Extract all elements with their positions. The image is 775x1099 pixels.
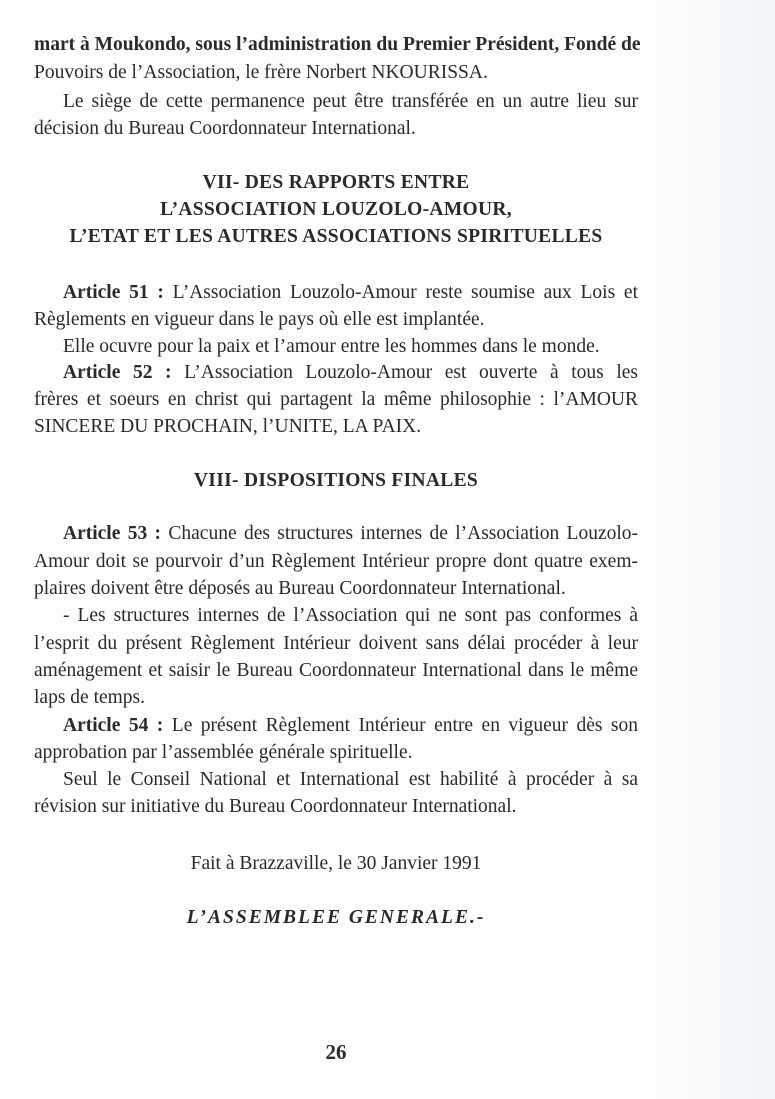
article52-line-2: frères et soeurs en christ qui partagent la même philosophie : l’AMOUR <box>34 389 638 410</box>
section7-title-line-3: L’ETAT ET LES AUTRES ASSOCIATIONS SPIRITUELLES <box>69 226 603 247</box>
article53-line-6: aménagement et saisir le Bureau Coordonnateur International dans le même <box>34 660 638 681</box>
article51-label: Article 51 : <box>63 282 164 303</box>
section8-title: VIII- DISPOSITIONS FINALES <box>193 470 479 491</box>
article54-line-2: approbation par l’assemblée générale spirituelle. <box>34 742 413 763</box>
article52-text-1: L’Association Louzolo-Amour est ouverte à tous les <box>184 362 639 383</box>
page-number: 26 <box>325 1040 347 1064</box>
signature: L’ASSEMBLEE GENERALE.- <box>186 907 486 928</box>
article53-label: Article 53 : <box>63 523 162 544</box>
article51-line-3: Elle ocuvre pour la paix et l’amour entre les hommes dans le monde. <box>63 336 600 357</box>
article51-text-1: L’Association Louzolo-Amour reste soumise aux Lois et <box>172 282 638 303</box>
scan-edge-tint <box>655 0 775 1099</box>
article52-line-1 <box>63 361 638 385</box>
place-date: Fait à Brazzaville, le 30 Janvier 1991 <box>190 853 482 874</box>
article53-text-1: Chacune des structures internes de l’Association Louzolo- <box>168 523 639 544</box>
article52-line-3: SINCERE DU PROCHAIN, l’UNITE, LA PAIX. <box>34 416 422 437</box>
section7-title-line-1: VII- DES RAPPORTS ENTRE <box>202 172 470 193</box>
intro-line-2: Pouvoirs de l’Association, le frère Norbert NKOURISSA. <box>34 62 488 83</box>
article51-line-1 <box>63 281 638 305</box>
article53-line-2: Amour doit se pourvoir d’un Règlement Intérieur propre dont quatre exem- <box>34 551 638 572</box>
article53-line-5: l’esprit du présent Règlement Intérieur doivent sans délai procéder à leur <box>34 633 638 654</box>
intro-line-3: Le siège de cette permanence peut être transférée en un autre lieu sur <box>63 91 638 112</box>
article54-line-4: révision sur initiative du Bureau Coordonnateur International. <box>34 796 517 817</box>
article54-label: Article 54 : <box>63 715 164 736</box>
section7-title-line-2: L’ASSOCIATION LOUZOLO-AMOUR, <box>160 199 512 220</box>
article53-line-7: laps de temps. <box>34 687 146 708</box>
article54-text-1: Le présent Règlement Intérieur entre en vigueur dès son <box>171 715 638 736</box>
intro-line-1: mart à Moukondo, sous l’administration du Premier Président, Fondé de <box>34 34 641 55</box>
article53-line-4: - Les structures internes de l’Association qui ne sont pas conformes à <box>63 605 638 626</box>
article51-line-2: Règlements en vigueur dans le pays où elle est implantée. <box>34 309 485 330</box>
article53-line-1 <box>63 522 638 546</box>
article52-label: Article 52 : <box>63 362 172 383</box>
article53-line-3: plaires doivent être déposés au Bureau Coordonnateur International. <box>34 578 566 599</box>
intro-line-4: décision du Bureau Coordonnateur International. <box>34 118 416 139</box>
article54-line-3: Seul le Conseil National et International est habilité à procéder à sa <box>63 769 638 790</box>
article54-line-1 <box>63 714 638 738</box>
